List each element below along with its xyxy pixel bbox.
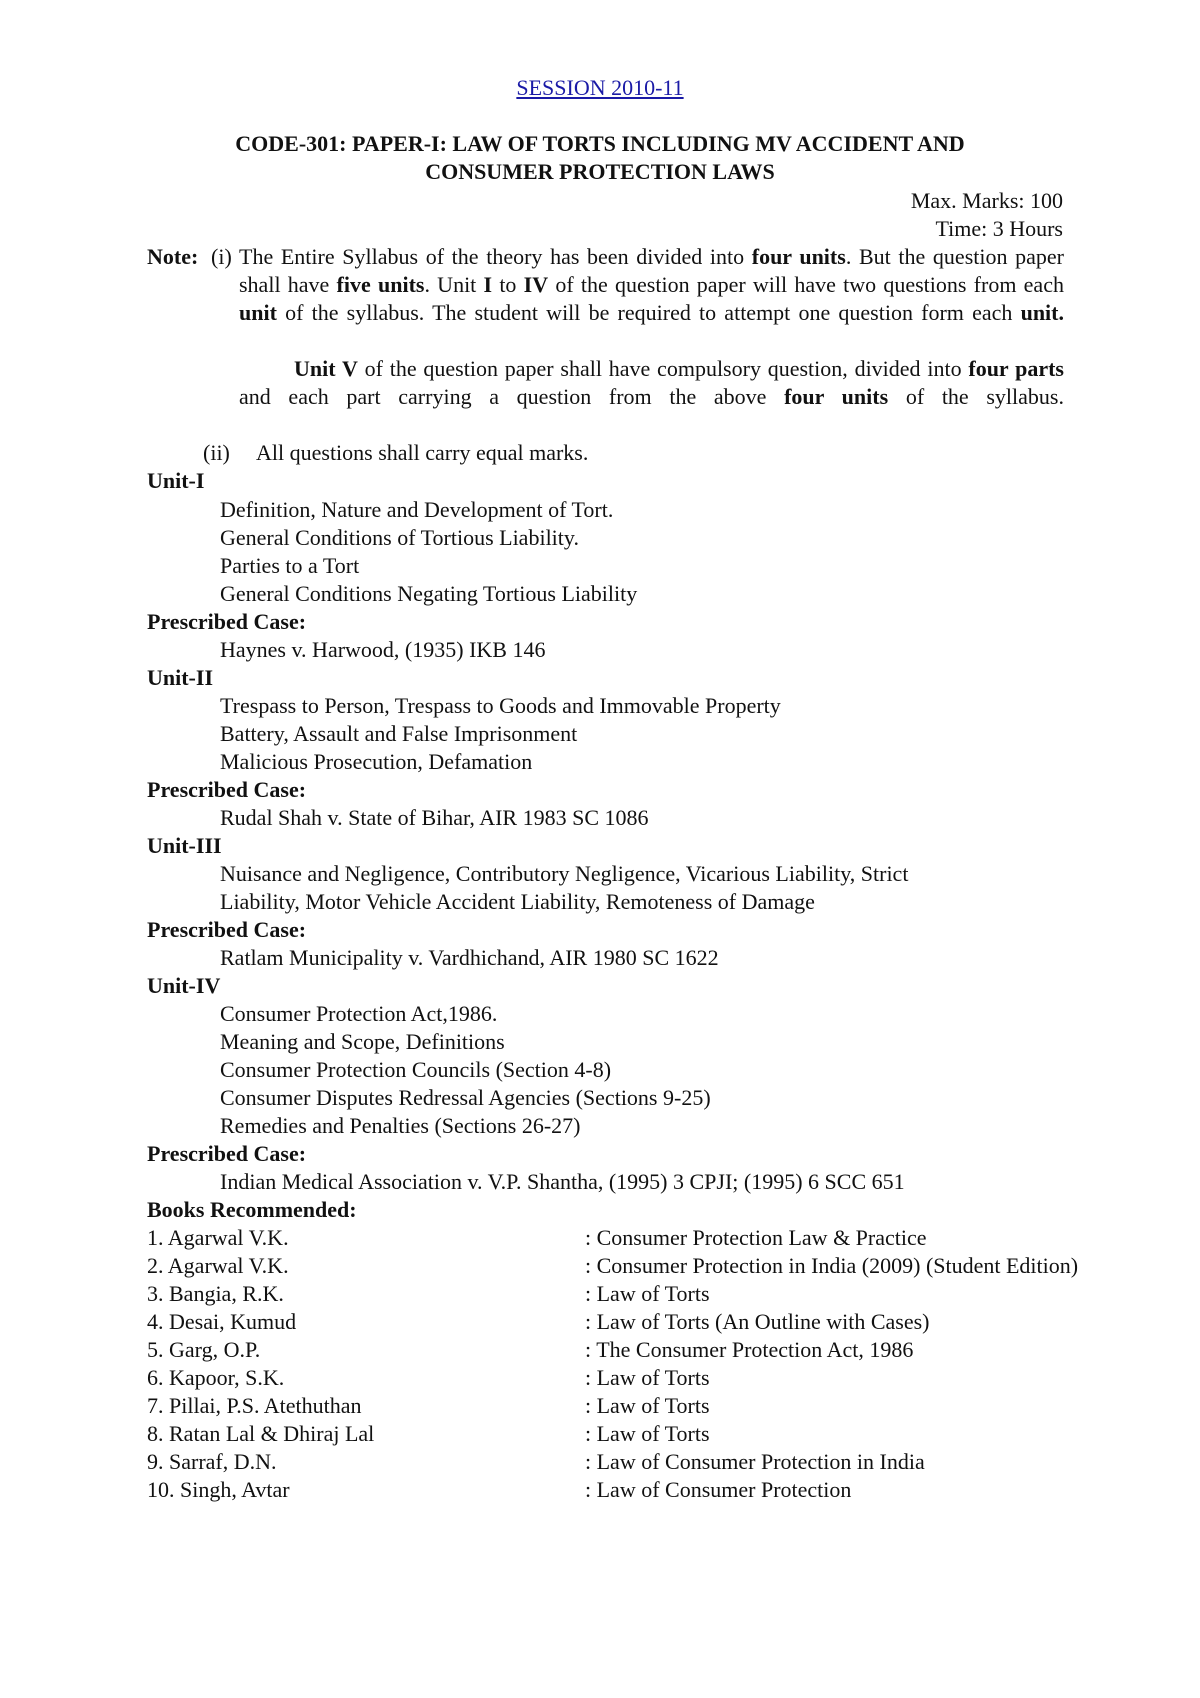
book-row xyxy=(147,1224,1047,1252)
book-title: : Law of Torts xyxy=(585,1393,710,1418)
book-title: : The Consumer Protection Act, 1986 xyxy=(585,1337,914,1362)
book-author: 9. Sarraf, D.N. xyxy=(147,1449,277,1474)
book-author: 2. Agarwal V.K. xyxy=(147,1253,289,1278)
unit-topic: Consumer Disputes Redressal Agencies (Sections 9-25) xyxy=(220,1085,711,1110)
note-i-marker: (i) xyxy=(211,244,232,269)
book-title: : Law of Torts xyxy=(585,1421,710,1446)
unit-topic: Trespass to Person, Trespass to Goods and Immovable Property xyxy=(220,693,781,718)
book-row xyxy=(147,1280,1047,1308)
unit-topic: General Conditions Negating Tortious Liability xyxy=(220,581,638,606)
note-ii-text: All questions shall carry equal marks. xyxy=(256,440,589,465)
prescribed-case-label: Prescribed Case: xyxy=(147,609,307,634)
unit-heading: Unit-IV xyxy=(147,973,221,998)
max-marks: Max. Marks: 100 xyxy=(910,188,1063,213)
prescribed-case: Ratlam Municipality v. Vardhichand, AIR 1980 SC 1622 xyxy=(220,945,719,970)
book-row xyxy=(147,1392,1047,1420)
unit-topic: Liability, Motor Vehicle Accident Liability, Remoteness of Damage xyxy=(220,889,815,914)
book-row xyxy=(147,1336,1047,1364)
unit-topic: Consumer Protection Councils (Section 4-8) xyxy=(220,1057,612,1082)
book-author: 1. Agarwal V.K. xyxy=(147,1225,289,1250)
prescribed-case-label: Prescribed Case: xyxy=(147,1141,307,1166)
book-row xyxy=(147,1420,1047,1448)
unit-heading: Unit-III xyxy=(147,833,222,858)
paper-title-line-1: CODE-301: PAPER-I: LAW OF TORTS INCLUDING MV ACCIDENT AND xyxy=(235,131,965,156)
unit-heading: Unit-I xyxy=(147,468,205,493)
unit-heading: Unit-II xyxy=(147,665,214,690)
unit-topic: General Conditions of Tortious Liability. xyxy=(220,525,579,550)
book-row xyxy=(147,1476,1047,1504)
paper-title-line-2: CONSUMER PROTECTION LAWS xyxy=(425,159,775,184)
books-heading: Books Recommended: xyxy=(147,1197,357,1222)
unit-topic: Battery, Assault and False Imprisonment xyxy=(220,721,578,746)
book-title: : Law of Torts (An Outline with Cases) xyxy=(585,1309,930,1334)
prescribed-case: Rudal Shah v. State of Bihar, AIR 1983 SC 1086 xyxy=(220,805,649,830)
book-author: 10. Singh, Avtar xyxy=(147,1477,290,1502)
note-i-text: The Entire Syllabus of the theory has been divided into four units. But the question paper shall have five units. Unit I to IV of the question paper will have two questions from each unit of the syllabus. The student will be required to attempt one question form each unit. xyxy=(239,244,1064,325)
book-title: : Law of Torts xyxy=(585,1281,710,1306)
unit-topic: Definition, Nature and Development of Tort. xyxy=(220,497,614,522)
book-author: 4. Desai, Kumud xyxy=(147,1309,297,1334)
book-title: : Law of Consumer Protection xyxy=(585,1477,852,1502)
note-label: Note: xyxy=(147,244,199,269)
book-author: 5. Garg, O.P. xyxy=(147,1337,261,1362)
note-ii-marker: (ii) xyxy=(203,440,230,465)
session-heading: SESSION 2010-11 xyxy=(516,75,684,100)
prescribed-case-label: Prescribed Case: xyxy=(147,777,307,802)
book-author: 7. Pillai, P.S. Atethuthan xyxy=(147,1393,362,1418)
book-author: 8. Ratan Lal & Dhiraj Lal xyxy=(147,1421,375,1446)
unit-topic: Malicious Prosecution, Defamation xyxy=(220,749,533,774)
book-title: : Law of Consumer Protection in India xyxy=(585,1449,925,1474)
unit-topic: Parties to a Tort xyxy=(220,553,360,578)
book-row xyxy=(147,1252,1079,1280)
book-row xyxy=(147,1364,1047,1392)
book-row xyxy=(147,1308,1047,1336)
unit-topic: Remedies and Penalties (Sections 26-27) xyxy=(220,1113,581,1138)
unit-topic: Meaning and Scope, Definitions xyxy=(220,1029,505,1054)
prescribed-case: Indian Medical Association v. V.P. Shantha, (1995) 3 CPJI; (1995) 6 SCC 651 xyxy=(220,1169,905,1194)
note-unit-v-text: Unit V of the question paper shall have compulsory question, divided into four parts and each part carrying a question from the above four units of the syllabus. xyxy=(239,356,1064,409)
unit-topic: Nuisance and Negligence, Contributory Negligence, Vicarious Liability, Strict xyxy=(220,861,909,886)
prescribed-case: Haynes v. Harwood, (1935) IKB 146 xyxy=(220,637,546,662)
book-title: : Consumer Protection in India (2009) (Student Edition) xyxy=(585,1253,1079,1278)
unit-topic: Consumer Protection Act,1986. xyxy=(220,1001,498,1026)
book-title: : Consumer Protection Law & Practice xyxy=(585,1225,927,1250)
book-author: 6. Kapoor, S.K. xyxy=(147,1365,285,1390)
book-title: : Law of Torts xyxy=(585,1365,710,1390)
book-row xyxy=(147,1448,1047,1476)
prescribed-case-label: Prescribed Case: xyxy=(147,917,307,942)
time-allowed: Time: 3 Hours xyxy=(935,216,1063,241)
book-author: 3. Bangia, R.K. xyxy=(147,1281,284,1306)
